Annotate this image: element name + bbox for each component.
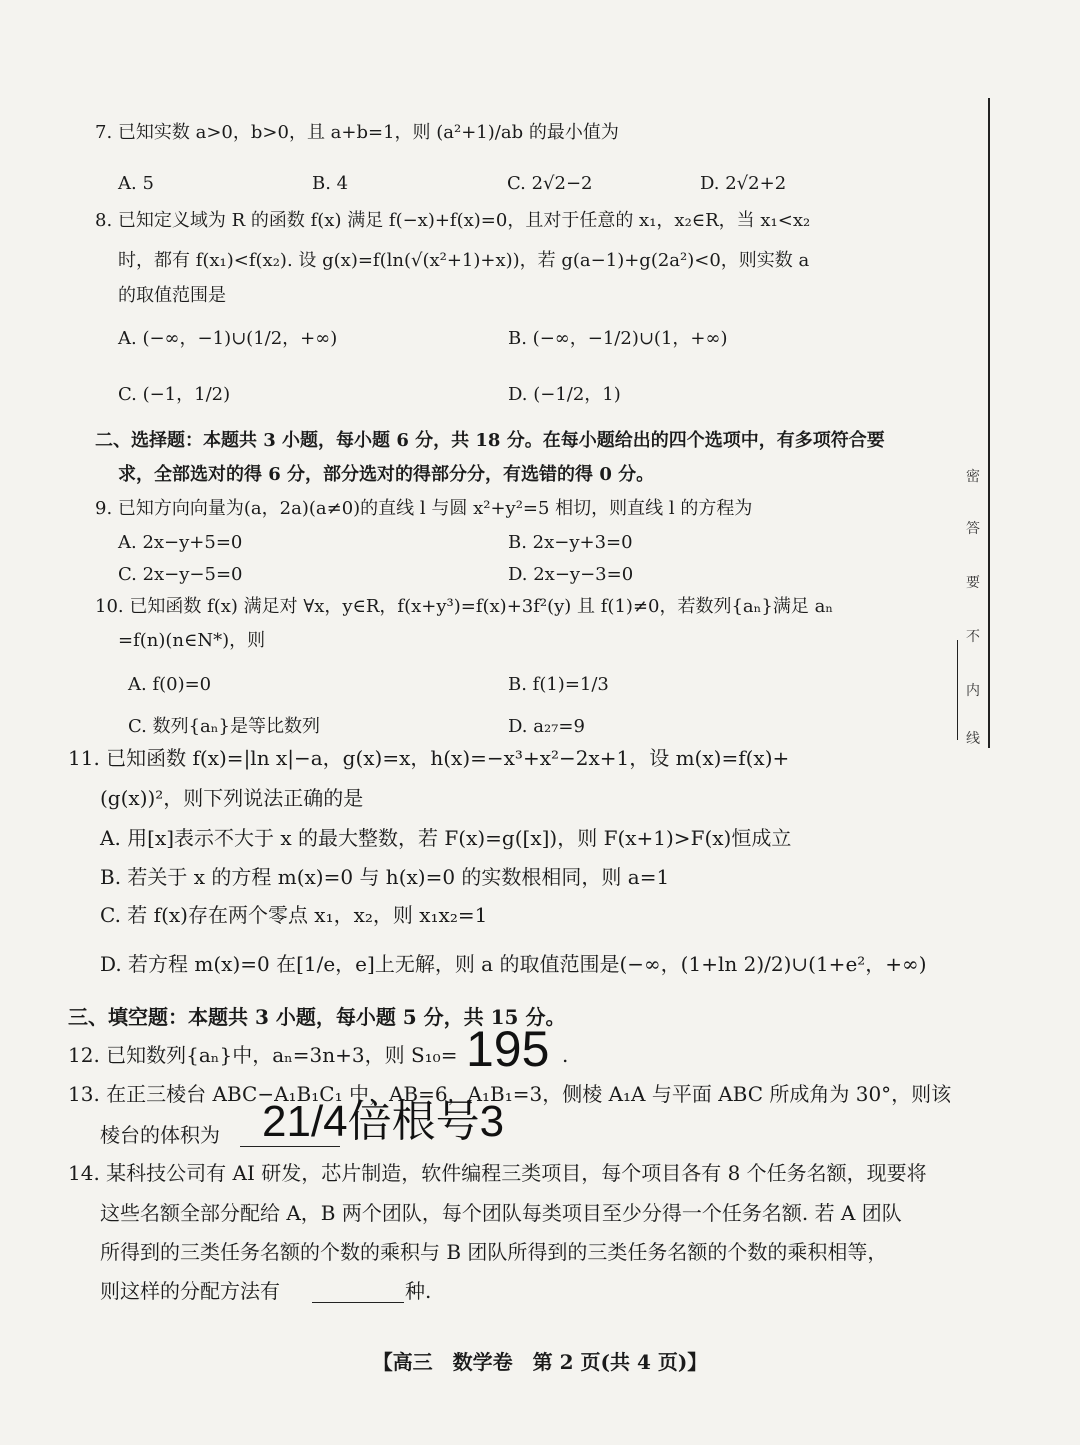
q8-option-b: B. (−∞，−1/2)∪(1，+∞) (508, 328, 728, 349)
q12-end: . (562, 1043, 569, 1067)
seal-line (988, 98, 990, 748)
q11-option-d: D. 若方程 m(x)=0 在[1/e，e]上无解，则 a 的取值范围是(−∞，(1+ln 2)/2)∪(1+e²，+∞) (100, 952, 927, 976)
q14-line2: 这些名额全部分配给 A，B 两个团队，每个团队每类项目至少分得一个任务名额. 若 A 团队 (100, 1201, 902, 1225)
seal-char-2: 答 (966, 521, 980, 537)
q10-option-d: D. a₂₇=9 (508, 716, 585, 737)
q9-option-a: A. 2x−y+5=0 (118, 532, 243, 553)
q8-option-d: D. (−1/2，1) (508, 384, 621, 405)
q13-answer-line (240, 1146, 340, 1147)
q9-option-c: C. 2x−y−5=0 (118, 564, 243, 585)
q11-line2: (g(x))²，则下列说法正确的是 (100, 786, 364, 810)
section3-title: 三、填空题：本题共 3 小题，每小题 5 分，共 15 分。 (68, 1005, 566, 1029)
q13-handwritten-answer: 21/4倍根号3 (262, 1097, 505, 1146)
q10-option-c: C. 数列{aₙ}是等比数列 (128, 716, 320, 737)
section2-line1: 二、选择题：本题共 3 小题，每小题 6 分，共 18 分。在每小题给出的四个选项中，有多项符合要 (95, 430, 885, 451)
q11-option-c: C. 若 f(x)存在两个零点 x₁，x₂，则 x₁x₂=1 (100, 903, 488, 927)
seal-char-3: 要 (966, 575, 980, 591)
q11-line1: 11. 已知函数 f(x)=|ln x|−a，g(x)=x，h(x)=−x³+x²−2x+1，设 m(x)=f(x)+ (68, 746, 790, 770)
q13-line1: 13. 在正三棱台 ABC−A₁B₁C₁ 中，AB=6，A₁B₁=3，侧棱 A₁A 与平面 ABC 所成角为 30°，则该 (68, 1082, 952, 1106)
seal-char-5: 内 (966, 683, 980, 699)
q10-option-b: B. f(1)=1/3 (508, 674, 609, 695)
q8-line3: 的取值范围是 (118, 285, 226, 306)
q14-line1: 14. 某科技公司有 AI 研发，芯片制造，软件编程三类项目，每个项目各有 8 个任务名额，现要将 (68, 1161, 927, 1185)
q7-option-b: B. 4 (312, 173, 349, 194)
q9-stem: 9. 已知方向向量为(a，2a)(a≠0)的直线 l 与圆 x²+y²=5 相切，则直线 l 的方程为 (95, 498, 753, 519)
q11-option-a: A. 用[x]表示不大于 x 的最大整数，若 F(x)=g([x])，则 F(x+1)>F(x)恒成立 (100, 826, 792, 850)
seal-char-6: 线 (966, 731, 980, 747)
q11-option-b: B. 若关于 x 的方程 m(x)=0 与 h(x)=0 的实数根相同，则 a=1 (100, 865, 670, 889)
q12-handwritten-answer: 195 (466, 1021, 550, 1077)
q12-stem: 12. 已知数列{aₙ}中，aₙ=3n+3，则 S₁₀= (68, 1043, 458, 1067)
seal-char-4: 不 (966, 629, 980, 645)
q7-stem: 7. 已知实数 a>0，b>0，且 a+b=1，则 (a²+1)/ab 的最小值为 (95, 122, 619, 143)
q8-option-a: A. (−∞，−1)∪(1/2，+∞) (118, 328, 338, 349)
seal-char-1: 密 (966, 469, 980, 485)
q14-answer-blank (312, 1302, 404, 1303)
q8-line2: 时，都有 f(x₁)<f(x₂). 设 g(x)=f(ln(√(x²+1)+x))，若 g(a−1)+g(2a²)<0，则实数 a (118, 250, 810, 271)
q9-option-d: D. 2x−y−3=0 (508, 564, 634, 585)
page-footer: 【高三 数学卷 第 2 页(共 4 页)】 (372, 1350, 708, 1374)
q10-option-a: A. f(0)=0 (128, 674, 212, 695)
q14-line4-end: 种. (405, 1279, 432, 1303)
q8-option-c: C. (−1，1/2) (118, 384, 231, 405)
q8-line1: 8. 已知定义域为 R 的函数 f(x) 满足 f(−x)+f(x)=0，且对于任意的 x₁，x₂∈R，当 x₁<x₂ (95, 210, 811, 231)
q7-option-d: D. 2√2+2 (700, 173, 787, 194)
q9-option-b: B. 2x−y+3=0 (508, 532, 633, 553)
q7-option-c: C. 2√2−2 (507, 173, 593, 194)
q7-option-a: A. 5 (118, 173, 154, 194)
q13-line2: 棱台的体积为 (100, 1123, 220, 1147)
q14-line4-start: 则这样的分配方法有 (100, 1279, 280, 1303)
q14-line3: 所得到的三类任务名额的个数的乘积与 B 团队所得到的三类任务名额的个数的乘积相等， (100, 1240, 888, 1264)
q10-line2: =f(n)(n∈N*)，则 (118, 630, 266, 651)
section2-line2: 求，全部选对的得 6 分，部分选对的得部分分，有选错的得 0 分。 (118, 464, 655, 485)
seal-line-inner (957, 640, 958, 740)
q10-line1: 10. 已知函数 f(x) 满足对 ∀x，y∈R，f(x+y³)=f(x)+3f²(y) 且 f(1)≠0，若数列{aₙ}满足 aₙ (95, 596, 834, 617)
